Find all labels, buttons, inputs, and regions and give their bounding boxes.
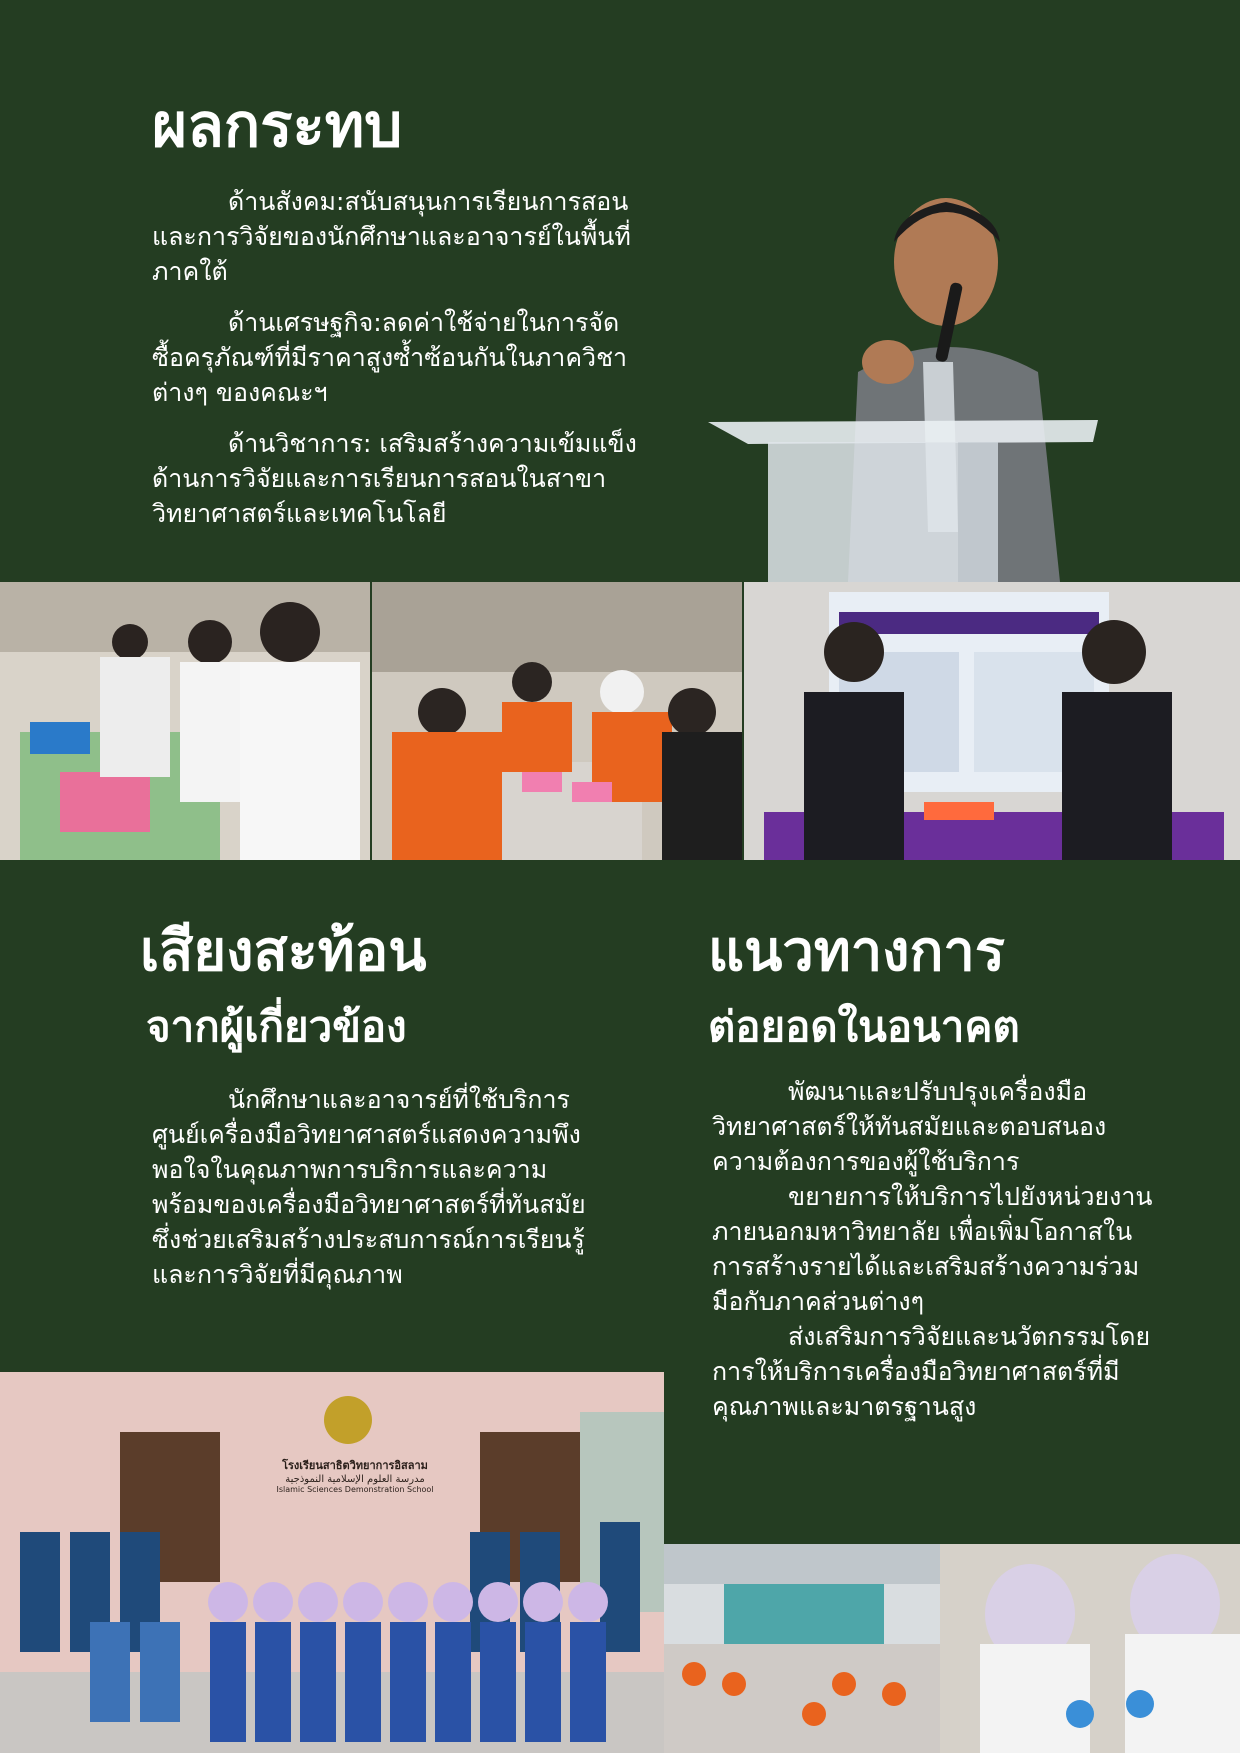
voice-text-block — [152, 1082, 592, 1292]
workshop-students-photo — [372, 582, 742, 860]
voice-subheading: จากผู้เกี่ยวข้อง — [146, 1002, 407, 1051]
future-expand-paragraph: ขยายการให้บริการไปยังหน่วยงานภายนอกมหาวิทยาลัย เพื่อเพิ่มโอกาสในการสร้างรายได้และเสริมสร้างความร่วมมือกับภาคส่วนต่างๆ — [712, 1182, 1153, 1316]
future-heading: แนวทางการ — [708, 919, 1005, 984]
school-sign-english: Islamic Sciences Demonstration School — [276, 1485, 434, 1494]
impact-economic-paragraph: ด้านเศรษฐกิจ:ลดค่าใช้จ่ายในการจัดซื้อครุภัณฑ์ที่มีราคาสูงซ้ำซ้อนกันในภาควิชาต่างๆ ของคณะฯ — [152, 308, 628, 407]
lab-students-photo — [0, 582, 370, 860]
impact-academic-paragraph: ด้านวิชาการ: เสริมสร้างความเข้มแข็งด้านการวิจัยและการเรียนการสอนในสาขาวิทยาศาสตร์และเทคโนโลยี — [152, 429, 637, 528]
school-group-photo — [0, 1372, 664, 1753]
impact-social-paragraph: ด้านสังคม:สนับสนุนการเรียนการสอนและการวิจัยของนักศึกษาและอาจารย์ในพื้นที่ภาคใต้ — [152, 187, 631, 286]
speaker-photo — [708, 172, 1140, 582]
school-sign-thai: โรงเรียนสาธิตวิทยาการอิสลาม — [282, 1459, 428, 1472]
voice-heading: เสียงสะท้อน — [140, 919, 427, 984]
voice-paragraph: นักศึกษาและอาจารย์ที่ใช้บริการศูนย์เครื่องมือวิทยาศาสตร์แสดงความพึงพอใจในคุณภาพการบริการและความพร้อมของเครื่องมือวิทยาศาสตร์ที่ทันสมัย ซึ่งช่วยเสริมสร้างประสบการณ์การเรียนรู้และการวิจัยที่มีคุณภาพ — [152, 1085, 586, 1289]
future-subheading: ต่อยอดในอนาคต — [708, 1002, 1020, 1051]
classroom-photo — [664, 1544, 940, 1753]
impact-heading: ผลกระทบ — [152, 91, 403, 161]
future-develop-paragraph: พัฒนาและปรับปรุงเครื่องมือวิทยาศาสตร์ให้ทันสมัยและตอบสนองความต้องการของผู้ใช้บริการ — [712, 1077, 1107, 1176]
lab-closeup-photo — [940, 1544, 1240, 1753]
future-text-block — [712, 1074, 1166, 1424]
poster-presenters-photo — [744, 582, 1240, 860]
impact-text-block — [152, 184, 650, 547]
school-sign-arabic: مدرسة العلوم الإسلامية النموذجية — [285, 1474, 425, 1485]
future-research-paragraph: ส่งเสริมการวิจัยและนวัตกรรมโดยการให้บริการเครื่องมือวิทยาศาสตร์ที่มีคุณภาพและมาตรฐานสูง — [712, 1322, 1151, 1421]
